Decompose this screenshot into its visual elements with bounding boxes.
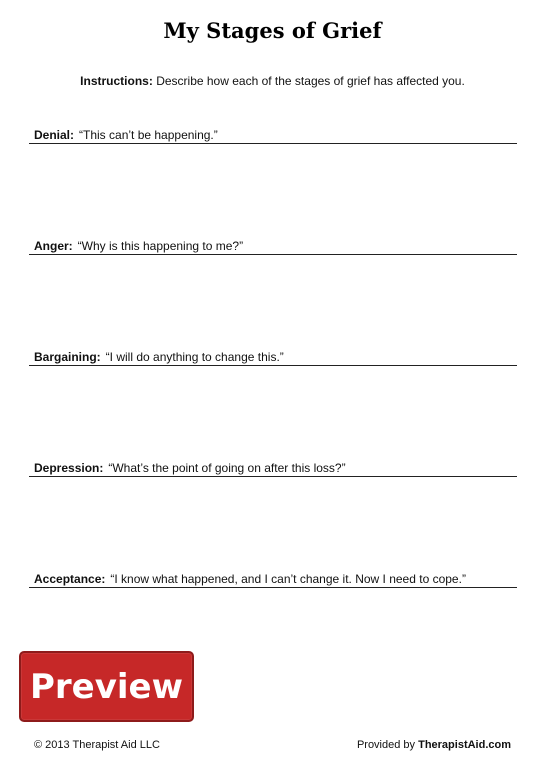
stage-name: Acceptance:	[34, 572, 106, 586]
instructions-text: Describe how each of the stages of grief has affected you.	[156, 74, 465, 88]
stage-anger[interactable]	[29, 239, 517, 255]
footer-copyright: © 2013 Therapist Aid LLC	[34, 739, 160, 751]
preview-button[interactable]: Preview	[19, 651, 194, 722]
stage-name: Bargaining:	[34, 350, 101, 364]
stage-quote: “I will do anything to change this.”	[105, 350, 284, 364]
instructions-label: Instructions:	[80, 74, 153, 88]
stage-acceptance[interactable]	[29, 572, 517, 588]
instructions	[0, 74, 545, 88]
stage-denial[interactable]	[29, 128, 517, 144]
stage-depression[interactable]	[29, 461, 517, 477]
stage-name: Depression:	[34, 461, 104, 475]
stage-quote: “This can’t be happening.”	[79, 128, 218, 142]
stage-quote: “Why is this happening to me?”	[77, 239, 244, 253]
stage-name: Anger:	[34, 239, 73, 253]
page-title: My Stages of Grief	[163, 18, 382, 43]
stage-bargaining[interactable]	[29, 350, 517, 366]
stage-quote: “I know what happened, and I can’t change it. Now I need to cope.”	[110, 572, 466, 586]
brand-link[interactable]: TherapistAid.com	[418, 739, 511, 751]
footer-provided-by	[357, 739, 511, 751]
provided-by-text: Provided by	[356, 739, 416, 751]
stage-quote: “What’s the point of going on after this loss?”	[108, 461, 346, 475]
stage-name: Denial:	[34, 128, 75, 142]
